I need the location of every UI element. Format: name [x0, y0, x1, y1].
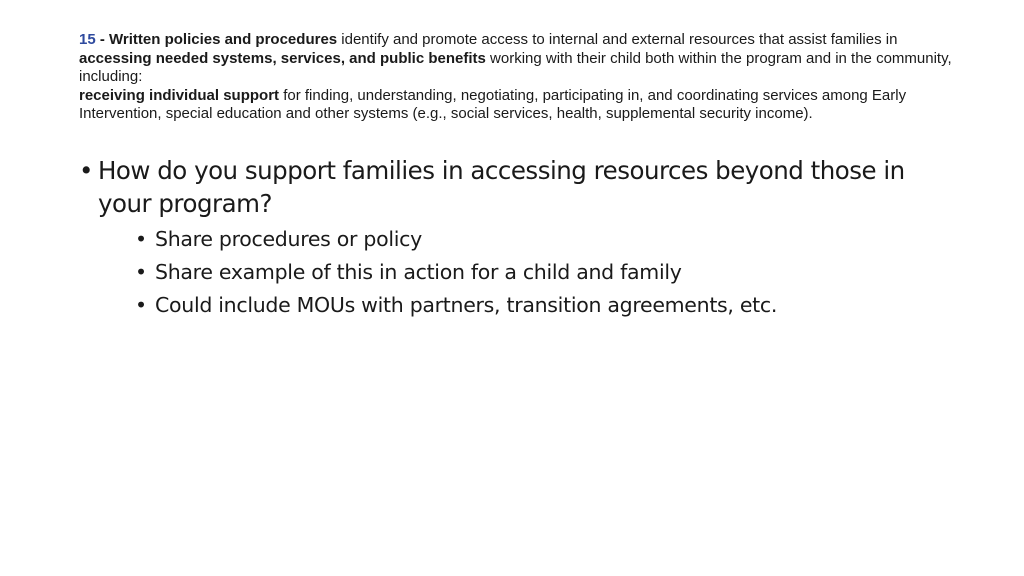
sub-bullet-text: Share example of this in action for a child and family — [155, 260, 682, 284]
bullet-dot-icon: • — [135, 227, 147, 251]
sub-bullet-3 — [98, 289, 958, 322]
standard-title: - Written policies and procedures — [95, 31, 338, 48]
standard-description — [79, 31, 959, 124]
sub-bullet-list — [98, 223, 958, 322]
standard-support-paragraph — [79, 87, 959, 124]
standard-number: 15 — [79, 31, 96, 48]
standard-text-3: for finding, understanding, negotiating, participating in, and coordinating services among Early Intervention, special education and other systems (e.g., social services, health, supplemental security income). — [79, 86, 907, 122]
standard-bold-3: receiving individual support — [79, 86, 280, 104]
bullet-dot-icon: • — [135, 260, 147, 284]
sub-bullet-2 — [98, 256, 958, 289]
standard-bold-2: accessing needed systems, services, and public benefits — [79, 49, 486, 67]
standard-text-1: identify and promote access to internal and external resources that assist families in — [337, 31, 898, 48]
sub-bullet-1 — [98, 223, 958, 256]
standard-text-2: working with their child both within the program and in the community, including: — [79, 49, 952, 85]
bullet-list — [78, 154, 958, 322]
main-question-text: How do you support families in accessing resources beyond those in your program? — [98, 156, 905, 218]
bullet-dot-icon: • — [79, 156, 93, 185]
standard-intro-paragraph — [79, 31, 959, 87]
sub-bullet-text: Could include MOUs with partners, transition agreements, etc. — [155, 293, 778, 317]
sub-bullet-text: Share procedures or policy — [155, 227, 422, 251]
bullet-dot-icon: • — [135, 293, 147, 317]
main-question-bullet — [78, 154, 958, 322]
